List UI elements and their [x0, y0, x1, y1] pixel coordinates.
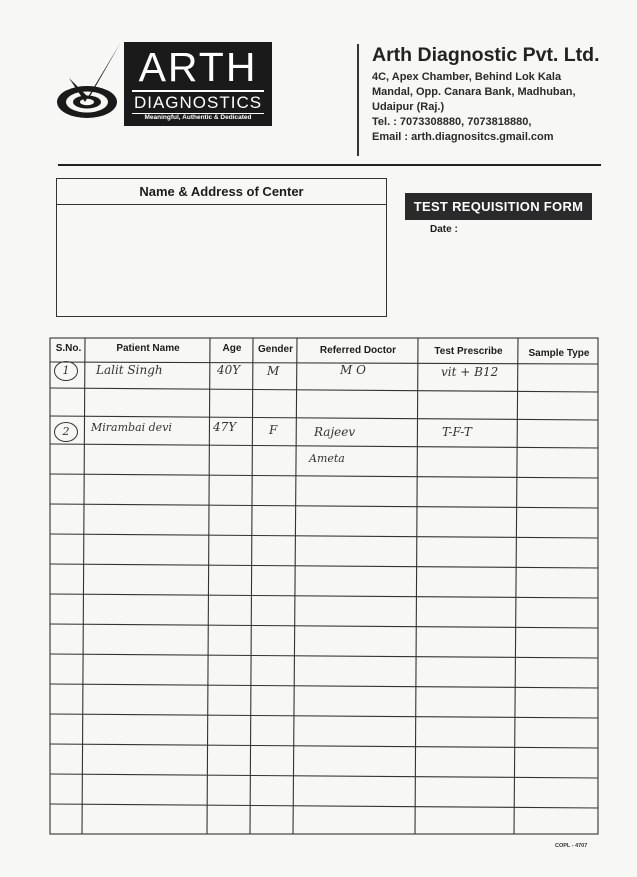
- logo-divider: [132, 90, 264, 92]
- brand-subtitle: DIAGNOSTICS: [133, 93, 263, 112]
- header-referred-doctor: Referred Doctor: [319, 345, 397, 356]
- header-sample-type: Sample Type: [528, 348, 590, 359]
- company-name: Arth Diagnostic Pvt. Ltd.: [372, 44, 600, 66]
- age-cell: 40Y: [217, 363, 241, 377]
- doctor-cell-line2: Ameta: [309, 452, 345, 465]
- date-label: Date :: [430, 224, 458, 235]
- age-cell: 47Y: [213, 420, 237, 434]
- test-cell: vit + B12: [441, 365, 499, 379]
- test-cell: T-F-T: [442, 425, 472, 439]
- company-address: [372, 70, 612, 145]
- header-age: Age: [222, 343, 242, 354]
- patient-name-cell: Lalit Singh: [96, 363, 163, 377]
- header-patient-name: Patient Name: [116, 343, 180, 354]
- header-sno: S.No.: [55, 343, 82, 354]
- check-target-icon: [55, 40, 125, 120]
- doctor-cell: Rajeev: [314, 425, 356, 439]
- footer-code: COPL - 4707: [555, 843, 588, 849]
- doctor-cell: M O: [340, 363, 366, 377]
- address-line: Email : arth.diagnositcs.gmail.com: [372, 131, 554, 143]
- address-line: Tel. : 7073308880, 7073818880,: [372, 116, 532, 128]
- center-address-box[interactable]: [56, 178, 387, 317]
- form-title: TEST REQUISITION FORM: [405, 193, 592, 220]
- brand-name: ARTH: [138, 44, 258, 90]
- patient-table: [44, 336, 600, 844]
- header-divider: [357, 44, 359, 156]
- row-number: 2: [54, 422, 78, 442]
- address-line: Udaipur (Raj.): [372, 101, 445, 113]
- gender-cell: M: [267, 364, 280, 378]
- center-box-title: Name & Address of Center: [57, 179, 386, 205]
- header-rule: [58, 164, 601, 166]
- row-number: 1: [54, 361, 78, 381]
- table-grid: [44, 336, 600, 844]
- header-test-prescribe: Test Prescribe: [434, 346, 503, 357]
- brand-tagline: Meaningful, Authentic & Dedicated: [144, 114, 252, 121]
- address-line: 4C, Apex Chamber, Behind Lok Kala: [372, 71, 562, 83]
- patient-name-cell: Mirambai devi: [91, 421, 172, 434]
- brand-logo: [124, 42, 272, 126]
- header-gender: Gender: [257, 344, 293, 355]
- gender-cell: F: [269, 423, 278, 437]
- address-line: Mandal, Opp. Canara Bank, Madhuban,: [372, 86, 576, 98]
